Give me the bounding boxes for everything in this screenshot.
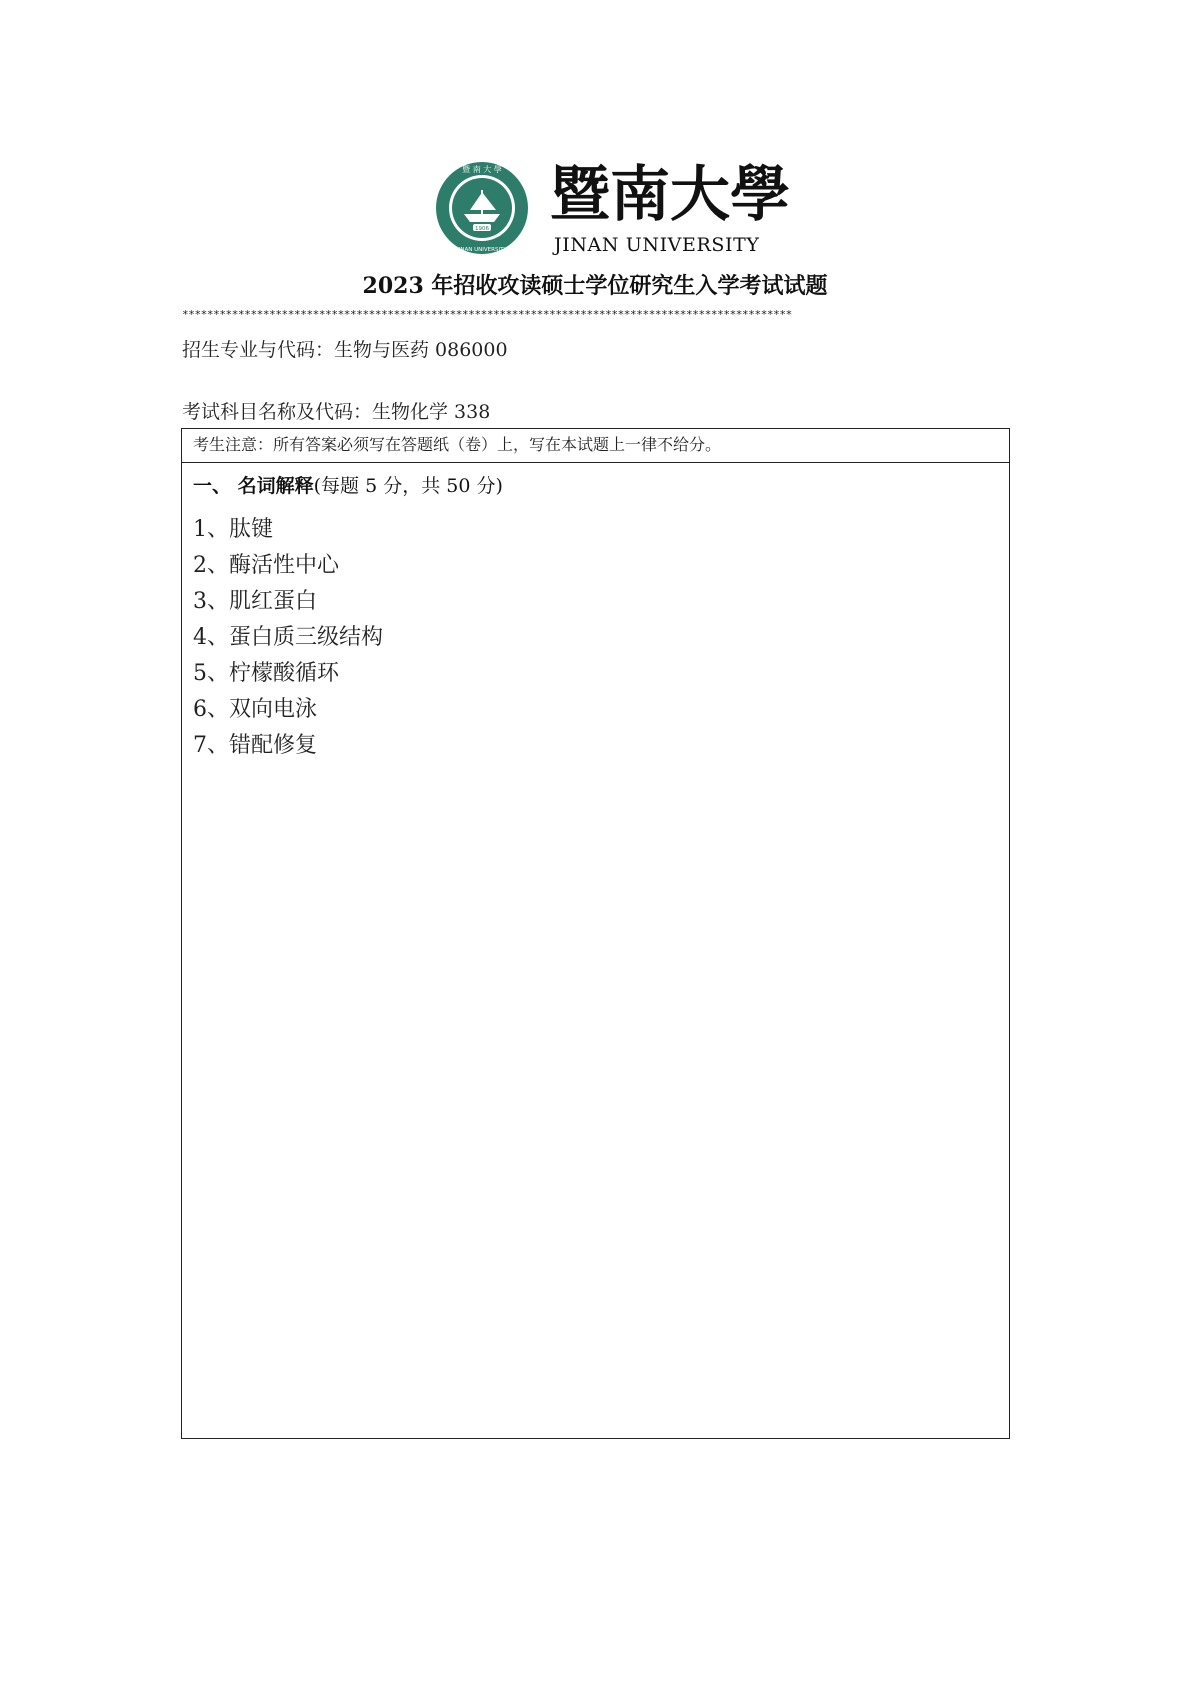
term-item: 5、柠檬酸循环 — [193, 661, 339, 686]
notice-text: 考生注意：所有答案必须写在答题纸（卷）上，写在本试题上一律不给分。 — [193, 435, 722, 454]
seal-top-text: 暨 南 大 學 — [462, 165, 502, 174]
university-name-cn: 暨南大學 — [550, 160, 790, 230]
section-heading-score: (每题 5 分，共 50 分) — [313, 475, 503, 497]
subject-line: 考试科目名称及代码：生物化学 338 — [182, 401, 491, 423]
university-seal-icon — [434, 160, 530, 256]
notice-box — [181, 428, 1010, 463]
seal-bottom-text: JINAN UNIVERSITY — [457, 247, 507, 253]
term-list — [193, 512, 383, 764]
term-item: 4、蛋白质三级结构 — [193, 625, 383, 650]
university-name-en: JINAN UNIVERSITY — [554, 234, 760, 256]
term-item: 1、肽键 — [193, 517, 273, 542]
question-box — [181, 462, 1010, 1439]
university-logo — [430, 158, 790, 258]
term-item: 2、酶活性中心 — [193, 553, 339, 578]
exam-title: 2023 年招收攻读硕士学位研究生入学考试试题 — [362, 273, 828, 299]
term-item: 6、双向电泳 — [193, 697, 317, 722]
term-item: 3、肌红蛋白 — [193, 589, 317, 614]
seal-year: 1906 — [475, 226, 489, 232]
section-heading-title: 一、 名词解释 — [193, 475, 314, 497]
major-line: 招生专业与代码：生物与医药 086000 — [182, 339, 508, 361]
star-divider: ************************************************************************************************** — [182, 308, 792, 321]
term-item: 7、错配修复 — [193, 733, 317, 758]
section-heading — [193, 472, 503, 500]
